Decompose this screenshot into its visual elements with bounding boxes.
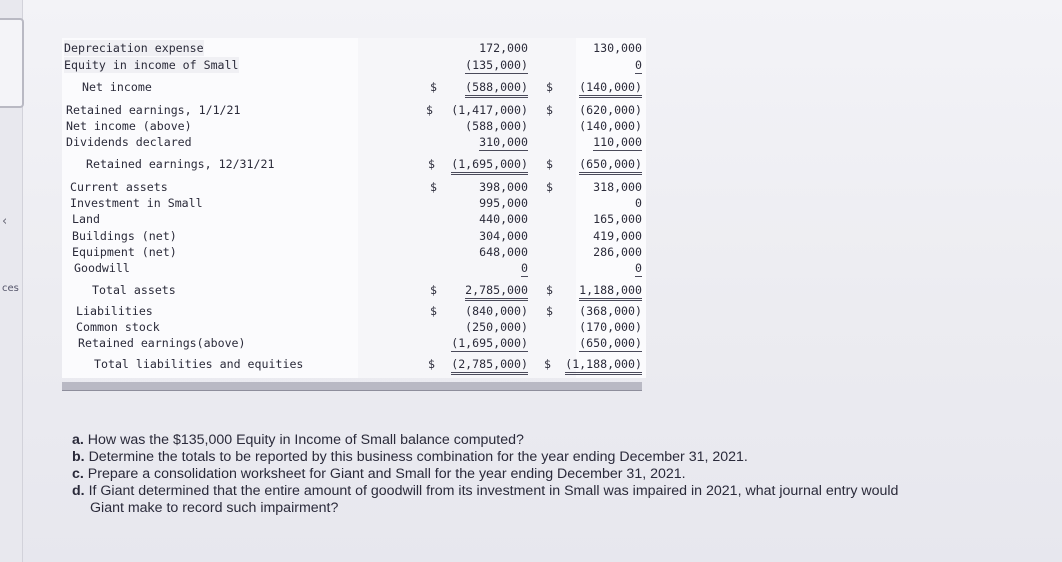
row-label: Total liabilities and equities — [94, 357, 304, 371]
giant-value: (1,417,000) — [451, 103, 528, 117]
dollar-sign: $ — [546, 157, 553, 171]
statement-row — [62, 179, 646, 195]
dollar-sign: $ — [546, 283, 553, 297]
giant-value: (2,785,000) — [451, 356, 528, 375]
question-text: If Giant determined that the entire amount of goodwill from its investment in Small was impaired in 2021, what journal entry would — [88, 483, 899, 499]
statement-row — [62, 57, 646, 73]
question-a — [72, 432, 1057, 449]
row-label: Buildings (net) — [72, 229, 177, 243]
dollar-sign: $ — [546, 103, 553, 117]
side-panel-label: ces — [2, 283, 19, 294]
giant-value: 2,785,000 — [465, 282, 528, 301]
giant-value: (840,000) — [465, 304, 528, 318]
small-value: 286,000 — [593, 245, 642, 259]
giant-value: 648,000 — [479, 245, 528, 259]
statement-row — [62, 228, 646, 244]
question-letter: b. — [72, 449, 85, 465]
row-label: Retained earnings(above) — [78, 336, 246, 350]
row-label: Dividends declared — [66, 135, 192, 149]
question-letter: d. — [72, 483, 85, 499]
giant-value: (588,000) — [465, 119, 528, 133]
dollar-sign: $ — [430, 304, 437, 318]
statement-row — [62, 303, 646, 319]
statement-row — [62, 211, 646, 227]
giant-value: 995,000 — [479, 196, 528, 210]
row-label: Current assets — [70, 180, 168, 194]
giant-value: 310,000 — [479, 135, 528, 149]
small-value: 130,000 — [593, 41, 642, 55]
giant-value: (1,695,000) — [451, 156, 528, 175]
dollar-sign: $ — [544, 357, 551, 371]
question-text: How was the $135,000 Equity in Income of Small balance computed? — [87, 432, 524, 448]
question-text: Prepare a consolidation worksheet for Giant and Small for the year ending December 31, 2021. — [87, 466, 686, 482]
statement-row — [62, 319, 646, 335]
question-b — [72, 449, 1057, 466]
small-value: 0 — [635, 196, 642, 210]
row-label: Total assets — [92, 283, 176, 297]
statement-row — [62, 244, 646, 260]
statement-row — [62, 156, 646, 172]
small-value: (650,000) — [579, 156, 642, 175]
row-label: Investment in Small — [70, 196, 203, 210]
dollar-sign: $ — [546, 180, 553, 194]
question-text: Determine the totals to be reported by this business combination for the year ending December 31, 2021. — [88, 449, 748, 465]
side-panel — [0, 0, 23, 562]
giant-value: (1,695,000) — [451, 336, 528, 350]
dollar-sign: $ — [428, 357, 435, 371]
row-label: Depreciation expense — [64, 41, 204, 55]
giant-value: 172,000 — [479, 41, 528, 55]
statement-row — [62, 356, 646, 372]
small-value: 0 — [635, 58, 642, 72]
dollar-sign: $ — [546, 80, 553, 94]
dollar-sign: $ — [430, 180, 437, 194]
statement-row — [62, 195, 646, 211]
small-value: 419,000 — [593, 229, 642, 243]
row-label: Net income (above) — [66, 119, 192, 133]
row-label: Retained earnings, 12/31/21 — [86, 157, 275, 171]
statement-row — [62, 335, 646, 351]
dollar-sign: $ — [430, 283, 437, 297]
dollar-sign: $ — [426, 103, 433, 117]
small-value: 0 — [635, 261, 642, 275]
row-label: Equity in income of Small — [64, 58, 239, 72]
small-value: (620,000) — [579, 103, 642, 117]
row-label: Equipment (net) — [72, 245, 177, 259]
giant-value: (135,000) — [465, 58, 528, 72]
chevron-left-icon[interactable]: ‹ — [2, 214, 8, 229]
small-value: 165,000 — [593, 212, 642, 226]
question-text: Giant make to record such impairment? — [90, 500, 339, 516]
small-value: (368,000) — [579, 304, 642, 318]
giant-value: 440,000 — [479, 212, 528, 226]
giant-value: (250,000) — [465, 320, 528, 334]
statement-row — [62, 282, 646, 298]
question-c — [72, 466, 1057, 483]
dollar-sign: $ — [428, 157, 435, 171]
question-list — [72, 432, 1057, 517]
row-label: Net income — [82, 80, 152, 94]
row-label: Common stock — [76, 320, 160, 334]
row-label: Goodwill — [74, 261, 130, 275]
dollar-sign: $ — [430, 80, 437, 94]
question-letter: c. — [72, 466, 84, 482]
row-label: Land — [72, 212, 100, 226]
dollar-sign: $ — [546, 304, 553, 318]
small-value: (170,000) — [579, 320, 642, 334]
statement-row — [62, 102, 646, 118]
giant-value: 304,000 — [479, 229, 528, 243]
small-value: 110,000 — [593, 135, 642, 149]
small-value: (140,000) — [579, 119, 642, 133]
small-value: (650,000) — [579, 336, 642, 350]
question-d — [72, 483, 1057, 500]
giant-value: (588,000) — [465, 79, 528, 98]
giant-value: 398,000 — [479, 180, 528, 194]
row-label: Liabilities — [76, 304, 153, 318]
small-value: 1,188,000 — [579, 282, 642, 301]
scroll-bar[interactable] — [62, 382, 642, 391]
statement-row — [62, 40, 646, 56]
side-panel-frame — [0, 18, 24, 108]
statement-row — [62, 118, 646, 134]
statement-row — [62, 260, 646, 276]
small-value: 318,000 — [593, 180, 642, 194]
question-d-continued — [72, 500, 1057, 517]
small-value: (1,188,000) — [565, 356, 642, 375]
row-label: Retained earnings, 1/1/21 — [66, 103, 241, 117]
small-value: (140,000) — [579, 79, 642, 98]
statement-row — [62, 134, 646, 150]
statement-row — [62, 79, 646, 95]
giant-value: 0 — [521, 261, 528, 275]
question-letter: a. — [72, 432, 84, 448]
